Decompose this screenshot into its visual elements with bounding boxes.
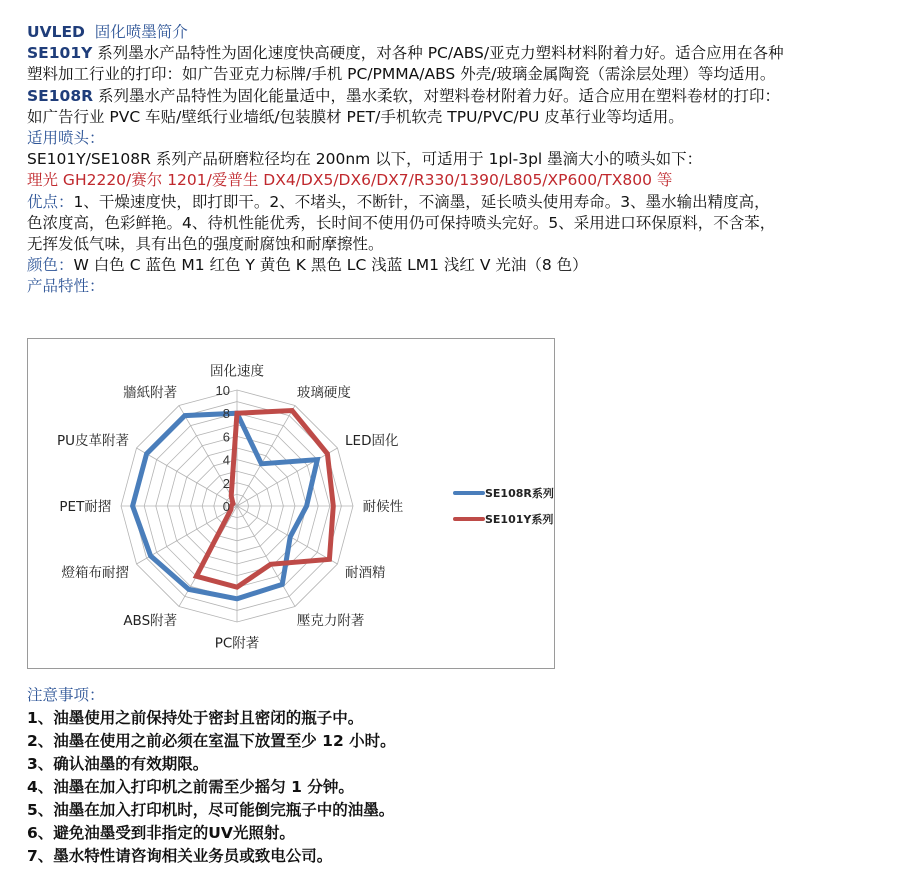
colors-line <box>27 255 892 276</box>
chart-legend <box>455 486 554 526</box>
note-item: 5、油墨在加入打印机时，尽可能倒完瓶子中的油墨。 <box>27 801 395 819</box>
note-item: 2、油墨在使用之前必须在室温下放置至少 12 小时。 <box>27 732 396 750</box>
tick-label: 2 <box>222 475 230 491</box>
note-item: 1、油墨使用之前保持处于密封且密闭的瓶子中。 <box>27 709 364 727</box>
advantages-heading: 优点： <box>27 192 74 211</box>
tick-label: 4 <box>222 452 230 468</box>
advantages-line-1 <box>27 192 892 213</box>
tick-label: 10 <box>215 383 230 398</box>
tick-label: 6 <box>222 429 230 445</box>
nozzle-desc: SE101Y/SE108R 系列产品研磨粒径均在 200nm 以下，可适用于 1pl-3pl 墨滴大小的喷头如下： <box>27 150 703 169</box>
features-heading: 产品特性： <box>27 277 105 296</box>
radar-ticks <box>216 383 230 514</box>
axis-label: ABS附著 <box>123 613 178 630</box>
legend-label-se108r: SE108R系列 <box>485 487 554 500</box>
se101y-model: SE101Y <box>27 44 93 63</box>
note-item: 7、墨水特性请咨询相关业务员或致电公司。 <box>27 847 333 865</box>
axis-label: PU皮革附著 <box>56 433 129 450</box>
colors-heading: 颜色： <box>27 256 74 275</box>
colors-list: W 白色 C 蓝色 M1 红色 Y 黄色 K 黑色 LC 浅蓝 LM1 浅红 V 光油（8 色） <box>73 256 588 275</box>
intro-title-uvled: UVLED <box>27 23 85 41</box>
nozzle-list: 理光 GH2220/赛尔 1201/爱普生 DX4/DX5/DX6/DX7/R330/1390/L805/XP600/TX800 等 <box>27 171 673 190</box>
radar-chart <box>27 338 555 669</box>
nozzle-heading: 适用喷头： <box>27 129 105 148</box>
intro-title <box>27 22 892 43</box>
legend-label-se101y: SE101Y系列 <box>485 513 554 526</box>
axis-label: PET耐摺 <box>59 499 112 515</box>
axis-label: 燈箱布耐摺 <box>61 564 129 581</box>
axis-label: PC附著 <box>214 635 260 652</box>
axis-label: 固化速度 <box>210 363 264 380</box>
se108r-desc-1: 系列墨水产品特性为固化能量适中，墨水柔软，对塑料卷材附着力好。适合应用在塑料卷材的打印： <box>93 86 780 105</box>
series-se101y-line <box>196 411 333 588</box>
se108r-line-2: 如广告行业 PVC 车贴/壁纸行业墙纸/包装膜材 PET/手机软壳 TPU/PVC/PU 皮革行业等均适用。 <box>27 107 684 126</box>
axis-label: LED固化 <box>345 433 399 450</box>
axis-label: 玻璃硬度 <box>296 384 351 401</box>
notes-heading: 注意事项： <box>27 686 105 704</box>
axis-label: 耐候性 <box>362 499 404 515</box>
advantages-line-3: 无挥发低气味，具有出色的强度耐腐蚀和耐摩擦性。 <box>27 235 384 254</box>
axis-label: 壓克力附著 <box>296 613 365 630</box>
radar-series <box>133 410 334 598</box>
se108r-model: SE108R <box>27 86 94 105</box>
se101y-line-2: 塑料加工行业的打印：如广告亚克力标牌/手机 PC/PMMA/ABS 外壳/玻璃金属陶瓷（需涂层处理）等均适用。 <box>27 65 776 84</box>
axis-label: 耐酒精 <box>345 564 386 581</box>
notes-section <box>27 684 396 868</box>
advantages-line-2: 色浓度高，色彩鲜艳。4、待机性能优秀，长时间不使用仍可保持喷头完好。5、采用进口环保原料，不含苯， <box>27 213 776 232</box>
se108r-line-1 <box>27 86 892 107</box>
intro-title-text: 固化喷墨简介 <box>94 23 188 41</box>
advantages-text-1: 1、干燥速度快，即打即干。2、不堵头，不断针，不滴墨，延长喷头使用寿命。3、墨水输出精度高， <box>73 192 770 211</box>
note-item: 3、确认油墨的有效期限。 <box>27 755 209 773</box>
axis-label: 牆紙附著 <box>123 384 178 401</box>
se101y-desc-1: 系列墨水产品特性为固化速度快高硬度，对各种 PC/ABS/亚克力塑料材料附着力好。适合应用在各种 <box>92 44 784 63</box>
document-body <box>27 22 892 298</box>
note-item: 6、避免油墨受到非指定的UV光照射。 <box>27 824 295 842</box>
tick-label: 0 <box>222 499 230 514</box>
radar-chart-svg <box>28 339 554 668</box>
se101y-line-1 <box>27 43 892 64</box>
note-item: 4、油墨在加入打印机之前需至少摇匀 1 分钟。 <box>27 778 354 796</box>
tick-label: 8 <box>222 406 230 422</box>
